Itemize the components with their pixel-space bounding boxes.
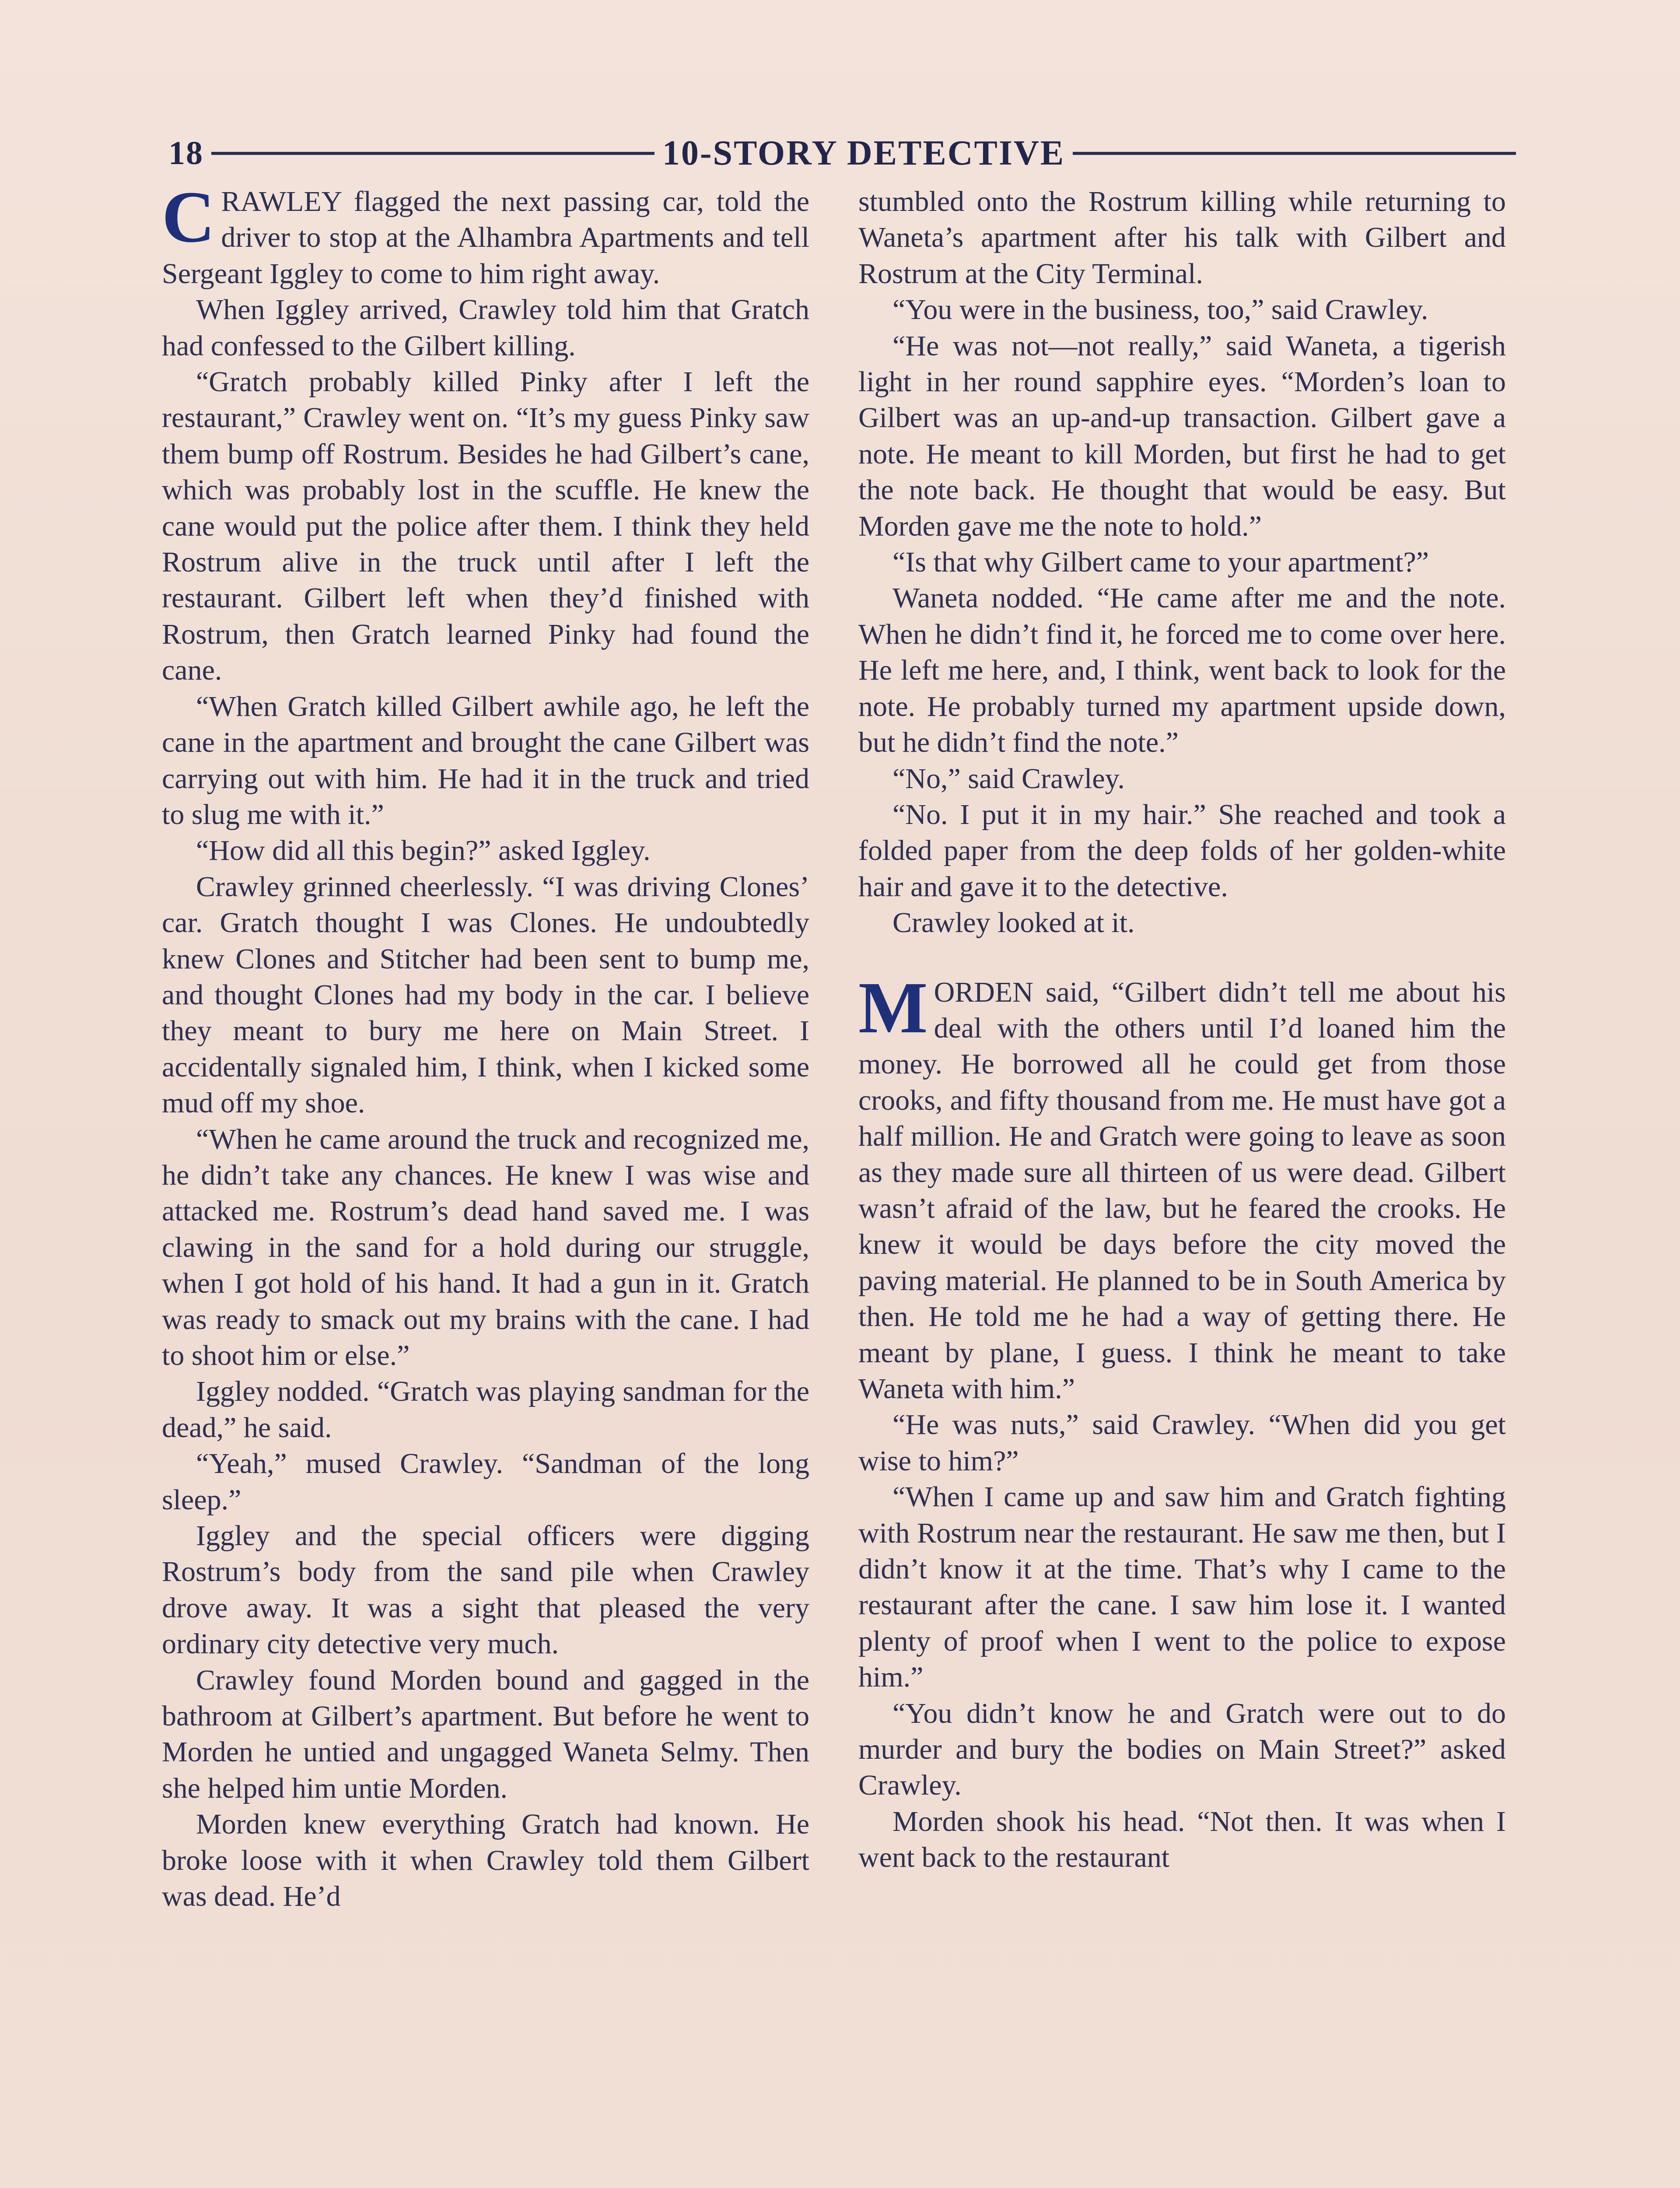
paragraph-text: ORDEN said, “Gilbert didn’t tell me about his deal with the others until I’d loaned him the money. He borrowed all he could get from those crooks, and fifty thousand from me. He must have got a half million. He and Gratch were going to leave as soon as they made sure all thirteen of us were dead. Gilbert wasn’t afraid of the law, but he feared the crooks. He knew it would be days before the city moved the paving material. He planned to be in South America by then. He told me he had a way of getting there. He meant by plane, I guess. I think he meant to take Waneta with him.” xyxy=(858,976,1506,1405)
paragraph: Iggley nodded. “Gratch was playing sandman for the dead,” he said. xyxy=(162,1375,809,1444)
right-column xyxy=(858,184,1506,1876)
paragraph: “When he came around the truck and recognized me, he didn’t take any chances. He knew I was wise and attacked me. Rostrum’s dead hand saved me. I was clawing in the sand for a hold during our struggle, when I got hold of his hand. It had a gun in it. Gratch was ready to smack out my brains with the cane. I had to shoot him or else.” xyxy=(162,1123,809,1371)
paragraph-continuation: stumbled onto the Rostrum killing while returning to Waneta’s apartment after his talk with Gilbert and Rostrum at the City Terminal. xyxy=(858,186,1506,290)
paragraph: “You were in the business, too,” said Crawley. xyxy=(892,294,1428,326)
paragraph: “How did all this begin?” asked Iggley. xyxy=(196,835,651,867)
drop-cap: C xyxy=(162,176,215,258)
header-rule-right xyxy=(1073,152,1516,155)
paragraph: “You didn’t know he and Gratch were out to do murder and bury the bodies on Main Street?” asked Crawley. xyxy=(858,1697,1506,1802)
paragraph: Iggley and the special officers were digging Rostrum’s body from the sand pile when Crawley drove away. It was a sight that pleased the very ordinary city detective very much. xyxy=(162,1520,809,1660)
paragraph: “Yeah,” mused Crawley. “Sandman of the long sleep.” xyxy=(162,1448,809,1516)
paragraph: “He was nuts,” said Crawley. “When did you get wise to him?” xyxy=(858,1409,1506,1477)
paragraph: “Is that why Gilbert came to your apartment?” xyxy=(892,546,1429,579)
paragraph: “When Gratch killed Gilbert awhile ago, he left the cane in the apartment and brought the cane Gilbert was carrying out with him. He had it in the truck and tried to slug me with it.” xyxy=(162,690,809,831)
paragraph: “When I came up and saw him and Gratch fighting with Rostrum near the restaurant. He saw me then, but I didn’t know it at the time. That’s why I came to the restaurant after the cane. I saw him lose it. I wanted plenty of proof when I went to the police to expose him.” xyxy=(858,1481,1506,1694)
paragraph xyxy=(858,967,1506,1407)
paragraph: When Iggley arrived, Crawley told him that Gratch had confessed to the Gilbert killing. xyxy=(162,294,809,362)
drop-cap: M xyxy=(858,967,928,1048)
paragraph: “No. I put it in my hair.” She reached and took a folded paper from the deep folds of her golden-white hair and gave it to the detective. xyxy=(858,798,1506,903)
paragraph: Morden shook his head. “Not then. It was when I went back to the restaurant xyxy=(858,1805,1506,1874)
paragraph: Waneta nodded. “He came after me and the note. When he didn’t find it, he forced me to come over here. He left me here, and, I think, went back to look for the note. He probably turned my apartment upside down, but he didn’t find the note.” xyxy=(858,582,1506,759)
paragraph: Crawley found Morden bound and gagged in the bathroom at Gilbert’s apartment. But before he went to Morden he untied and ungagged Waneta Selmy. Then she helped him untie Morden. xyxy=(162,1664,809,1804)
page-header xyxy=(168,127,1516,179)
running-title: 10-STORY DETECTIVE xyxy=(662,133,1065,172)
left-column xyxy=(162,176,809,1915)
paragraph xyxy=(162,176,809,292)
paragraph: Morden knew everything Gratch had known. He broke loose with it when Crawley told them Gilbert was dead. He’d xyxy=(162,1808,809,1913)
paragraph: Crawley grinned cheerlessly. “I was driving Clones’ car. Gratch thought I was Clones. He undoubtedly knew Clones and Stitcher had been sent to bump me, and thought Clones had my body in the car. I believe they meant to bury me here on Main Street. I accidentally signaled him, I think, when I kicked some mud off my shoe. xyxy=(162,870,809,1119)
page-number: 18 xyxy=(168,134,203,172)
paragraph: “Gratch probably killed Pinky after I left the restaurant,” Crawley went on. “It’s my guess Pinky saw them bump off Rostrum. Besides he had Gilbert’s cane, which was probably lost in the scuffle. He knew the cane would put the police after them. I think they held Rostrum alive in the truck until after I left the restaurant. Gilbert left when they’d finished with Rostrum, then Gratch learned Pinky had found the cane. xyxy=(162,366,809,687)
paragraph: Crawley looked at it. xyxy=(892,907,1135,939)
header-rule-left xyxy=(211,152,654,155)
paragraph-text: RAWLEY flagged the next passing car, told the driver to stop at the Alhambra Apartments and tell Sergeant Iggley to come to him right away. xyxy=(162,186,809,290)
paragraph: “No,” said Crawley. xyxy=(892,762,1125,795)
paragraph: “He was not—not really,” said Waneta, a tigerish light in her round sapphire eyes. “Morden’s loan to Gilbert was an up-and-up transaction. Gilbert gave a note. He meant to kill Morden, but first he had to get the note back. He thought that would be easy. But Morden gave me the note to hold.” xyxy=(858,330,1506,542)
